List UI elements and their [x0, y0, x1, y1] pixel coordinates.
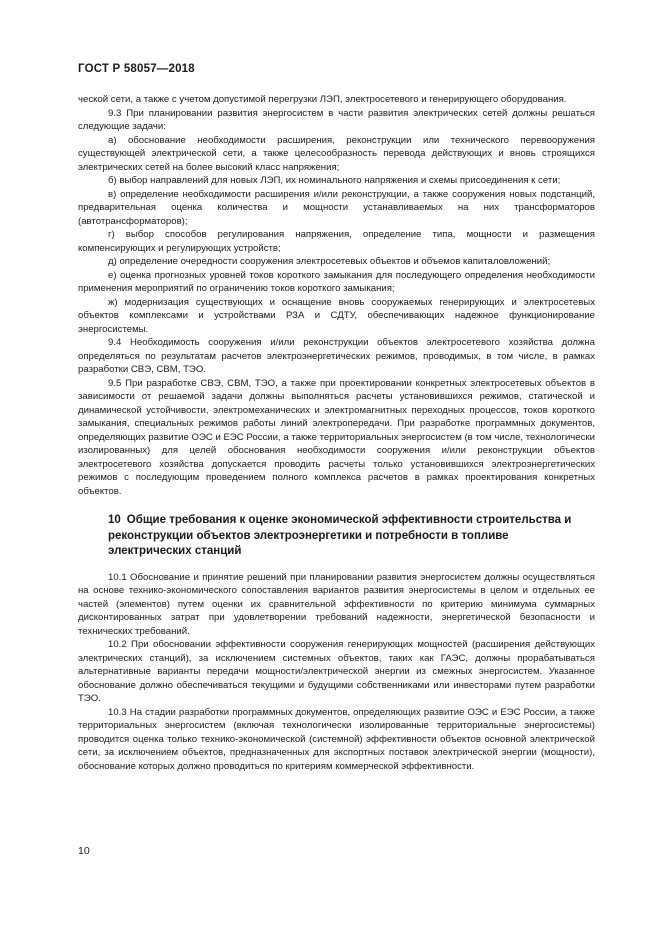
paragraph: ческой сети, а также с учетом допустимой перегрузки ЛЭП, электросетевого и генерирующего оборудования.	[78, 94, 567, 105]
section-10-paragraphs	[78, 571, 595, 774]
paragraph: ж) модернизация существующих и оснащение вновь сооружаемых генерирующих и электросетевых объектов комплексами и устройствами РЗА и СДТУ, обеспечивающих надежное функционирование энергосистемы.	[78, 296, 595, 335]
paragraph: б) выбор направлений для новых ЛЭП, их номинального напряжения и схемы присоединения к сети;	[108, 175, 561, 186]
paragraph: а) обоснование необходимости расширения, реконструкции или технического перевооружения существующей электрической сети, а также целесообразность перевода действующих и вновь строящихся электрических сетей на более высокий класс напряжения;	[78, 134, 595, 173]
paragraph: д) определение очередности сооружения электросетевых объектов и объемов капиталовложений;	[108, 256, 551, 267]
paragraph: 10.2 При обосновании эффективности сооружения генерирующих мощностей (расширения действующих электрических станций), за исключением системных объектов, таких как ГАЭС, должны прорабатываться альтернативные варианты передачи мощности/электрической энергии из смежных энергосистем. Указанное обоснование должно обеспечиваться текущими и будущими собственниками или инвесторами путем разработки ТЭО.	[78, 639, 595, 704]
section-9-paragraphs	[78, 93, 595, 498]
section-number: 10	[108, 514, 121, 526]
paragraph: г) выбор способов регулирования напряжения, определение типа, мощности и размещения компенсирующих и регулирующих устройств;	[78, 229, 595, 254]
section-heading	[78, 513, 595, 560]
paragraph: 10.1 Обоснование и принятие решений при планировании развития энергосистем должны осуществляться на основе технико-экономического сопоставления вариантов развития энергосистемы в целом и отдельных ее частей (элементов) путем оценки их сравнительной эффективности по критерию минимума суммарных дисконтированных затрат при удовлетворении требований надежности, энергетической безопасности и технических требований.	[78, 571, 595, 637]
page-number: 10	[78, 845, 90, 857]
paragraph: 9.4 Необходимость сооружения и/или реконструкции объектов электросетевого хозяйства должна определяться по результатам расчетов электроэнергетических режимов, проводимых, в том числе, в рамках разработки СВЭ, СВМ, ТЭО.	[78, 337, 595, 375]
paragraph: 9.3 При планировании развития энергосистем в части развития электрических сетей должны решаться следующие задачи:	[78, 107, 595, 132]
paragraph: 10.3 На стадии разработки программных документов, определяющих развитие ОЭС и ЕЭС России, а также территориальных энергосистем (включая технологически изолированные территориальные энергосистемы) проводится оценка только технико-экономической (системной) эффективности объектов основной электрической сети, за исключением объектов, предназначенных для экспортных поставок электрической энергии (мощности), обоснование которых должно проводиться по критериям коммерческой эффективности.	[78, 706, 595, 772]
document-body	[78, 93, 595, 773]
paragraph: 9.5 При разработке СВЭ, СВМ, ТЭО, а также при проектировании конкретных электросетевых объектов в зависимости от решаемой задачи должны выполняться расчеты установившихся режимов, статической и динамической устойчивости, электромеханических и электромагнитных переходных процессов, токов короткого замыкания, специальных режимов работы линий электропередачи. При разработке программных документов, определяющих развитие ОЭС и ЕЭС России, а также территориальных энергосистем (в том числе, технологически изолированных) для целей обоснования необходимости сооружения и/или реконструкции объектов электросетевого хозяйства допускается проводить расчеты только установившихся электроэнергетических режимов с последующим проведением полного комплекса расчетов в рамках проектирования конкретных объектов.	[78, 377, 595, 497]
paragraph: е) оценка прогнозных уровней токов короткого замыкания для последующего определения необходимости применения мероприятий по ограничению токов короткого замыкания;	[78, 269, 595, 294]
paragraph: в) определение необходимости расширения и/или реконструкции, а также сооружения новых подстанций, предварительная оценка количества и мощности устанавливаемых на них трансформаторов (автотрансформаторов);	[78, 188, 595, 227]
section-title-text: Общие требования к оценке экономической эффективности строительства и реконструкции объектов электроэнергетики и потребности в топливе электрических станций	[108, 514, 572, 557]
document-header: ГОСТ Р 58057—2018	[78, 63, 195, 75]
